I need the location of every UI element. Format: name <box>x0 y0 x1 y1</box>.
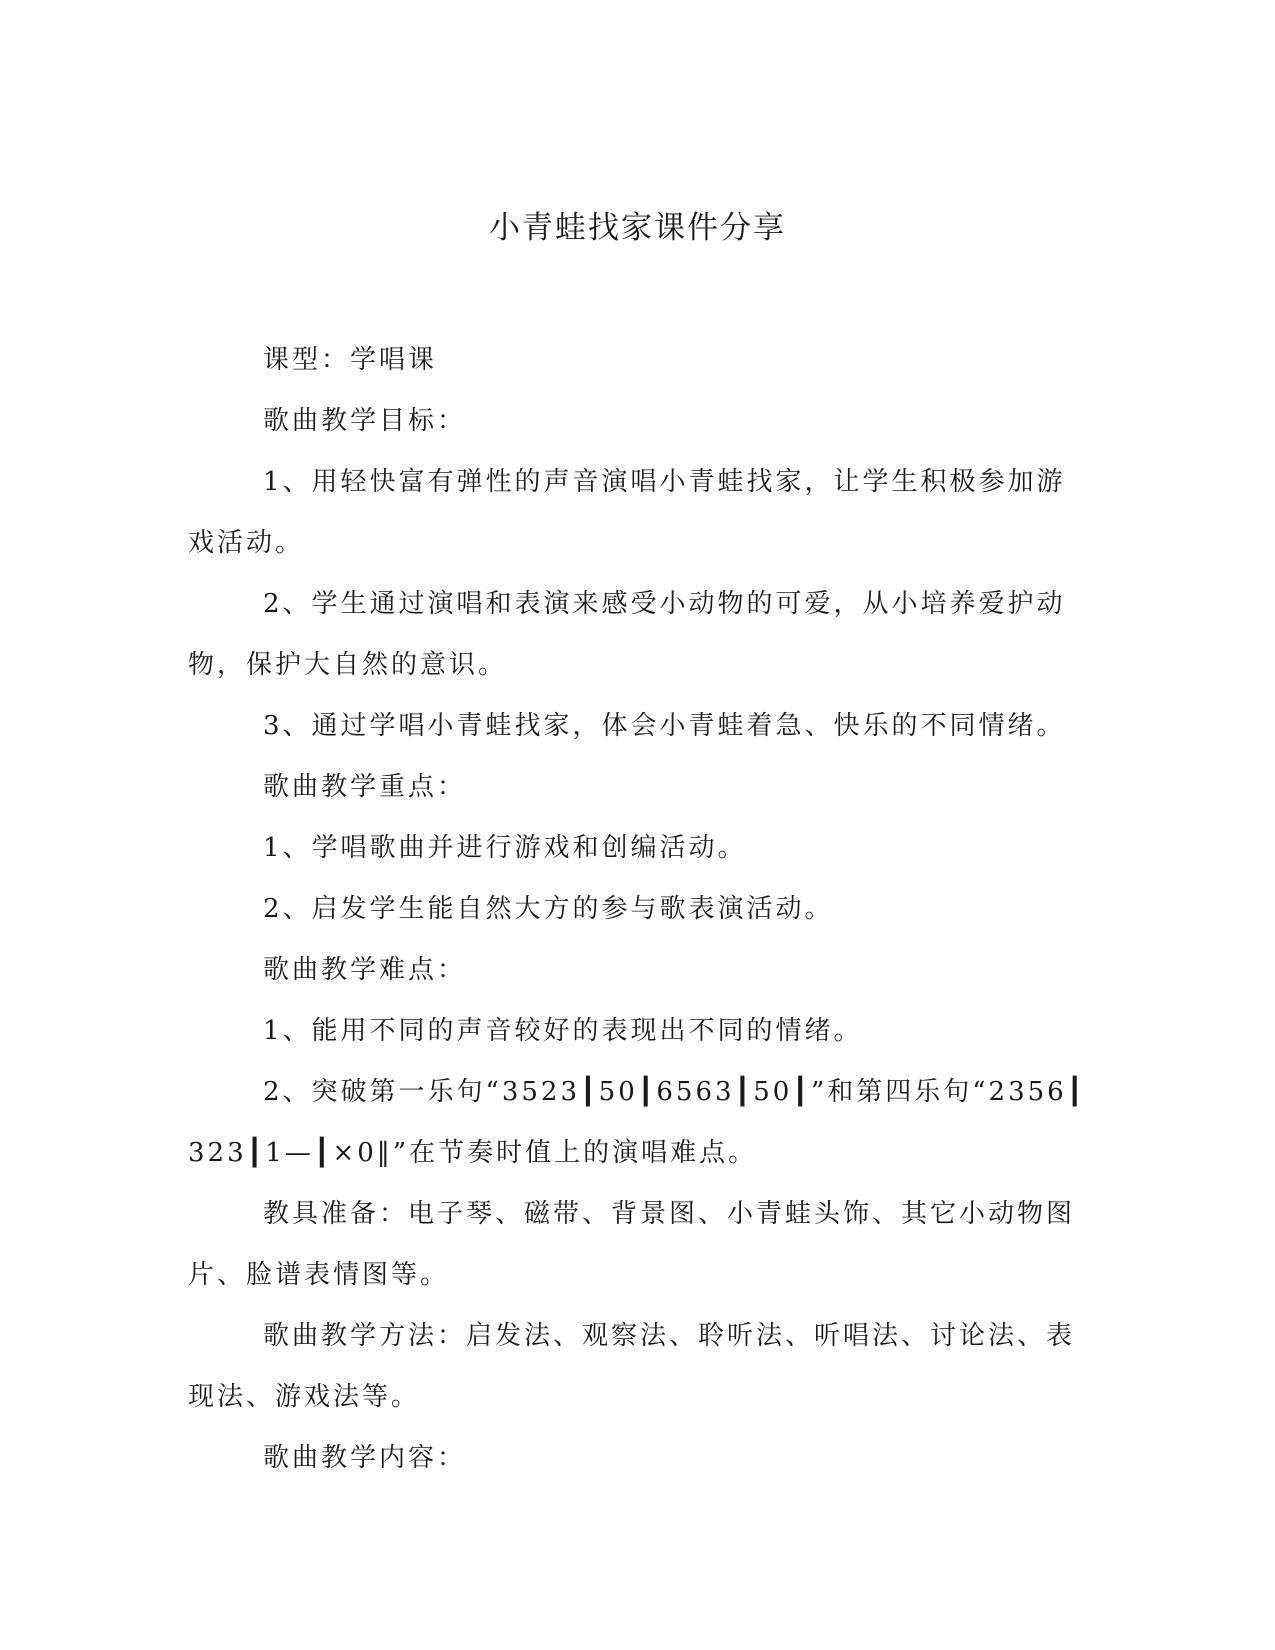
page-title: 小青蛙找家课件分享 <box>489 210 786 246</box>
paragraph-difficulty-2: 2、突破第一乐句“3523┃50┃6563┃50┃”和第四乐句“2356┃323┃1—┃×0‖”在节奏时值上的演唱难点。 <box>188 1077 1086 1168</box>
heading-teaching-content: 歌曲教学内容： <box>263 1443 467 1473</box>
paragraph-goal-1: 1、用轻快富有弹性的声音演唱小青蛙找家，让学生积极参加游戏活动。 <box>188 467 1066 558</box>
paragraph-goal-2: 2、学生通过演唱和表演来感受小动物的可爱，从小培养爱护动物，保护大自然的意识。 <box>188 589 1066 680</box>
paragraph-key-point-2: 2、启发学生能自然大方的参与歌表演活动。 <box>263 894 834 924</box>
paragraph-teaching-methods: 歌曲教学方法：启发法、观察法、聆听法、听唱法、讨论法、表现法、游戏法等。 <box>188 1321 1076 1412</box>
heading-key-points: 歌曲教学重点： <box>263 772 467 802</box>
paragraph-goal-3: 3、通过学唱小青蛙找家，体会小青蛙着急、快乐的不同情绪。 <box>263 711 1066 741</box>
paragraph-key-point-1: 1、学唱歌曲并进行游戏和创编活动。 <box>263 833 747 863</box>
heading-teaching-goals: 歌曲教学目标： <box>263 406 467 436</box>
document-body <box>188 330 1088 1489</box>
paragraph-teaching-aids: 教具准备：电子琴、磁带、背景图、小青蛙头饰、其它小动物图片、脸谱表情图等。 <box>188 1199 1076 1290</box>
paragraph-lesson-type: 课型：学唱课 <box>263 345 438 375</box>
paragraph-difficulty-1: 1、能用不同的声音较好的表现出不同的情绪。 <box>263 1016 863 1046</box>
heading-difficulties: 歌曲教学难点： <box>263 955 467 985</box>
